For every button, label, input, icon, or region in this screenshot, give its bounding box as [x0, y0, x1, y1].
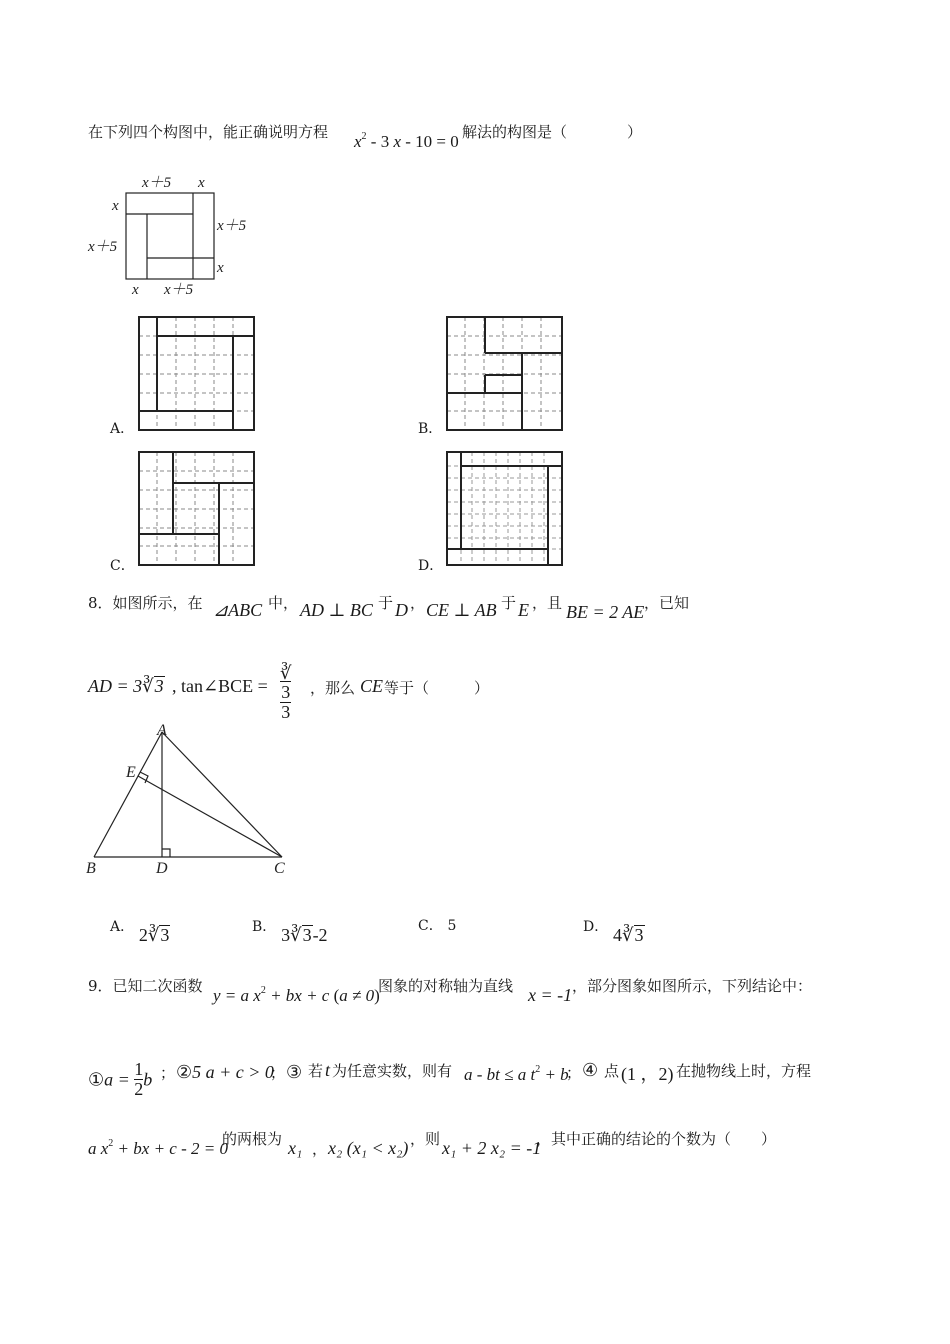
q9-line3: a $x^2$ + bx + c - 2 = 0 的两根为 x₁ ， x₂ (x₁ < x₂) ，则 x₁ + 2 x₂ = -1 ，其中正确的结论的个数为（ ）	[88, 1130, 777, 1158]
q8-yu1: 于	[378, 594, 394, 612]
q8-option-c[interactable]: C． 5	[418, 918, 457, 934]
q8-intro: 8．如图所示，在	[88, 594, 203, 612]
q8-point-e: E	[518, 600, 529, 620]
q7-option-d-label: D．	[418, 558, 444, 574]
q8-triangle-figure	[82, 720, 297, 880]
q9-root2: x₂ (x₁ < x₂)	[328, 1138, 409, 1158]
q9-function: y = a $x^2$ + bx + c (a ≠ 0)	[213, 985, 380, 1005]
q7-option-a-label: A．	[110, 421, 135, 437]
fig8-label-e: E	[126, 764, 136, 781]
q7-option-a-figure[interactable]	[137, 315, 257, 432]
q9-relation: x₁ + 2 x₂ = -1	[442, 1138, 542, 1158]
q8-line1: 8．如图所示，在 ⊿ABC 中， AD ⊥ BC 于 D ， CE ⊥ AB 于 E ，且 BE = 2 AE ，已知	[88, 594, 690, 622]
q8-triangle: ⊿ABC	[213, 600, 263, 620]
q7-option-b-label: B．	[418, 421, 443, 437]
q9-line2: ①a = $\frac{1}{2}$ b ； ②5 a + c > 0 ； ③ 若 t 为任意实数，则有 a - bt ≤ a $t^2 + b$ ； ④ 点 (1 ，2) 在抛物线上时，方程	[88, 1059, 812, 1099]
fig8-label-b: B	[86, 860, 96, 877]
q9-conclusion-1: ①a = $\frac{1}{2}$ b	[88, 1059, 153, 1099]
q9-point: (1 ，2)	[621, 1064, 674, 1084]
fig8-label-a: A	[157, 722, 167, 739]
q8-tan: , tan∠BCE =	[172, 676, 268, 696]
q8-ce-perp-ab: CE ⊥ AB	[426, 600, 497, 620]
fig8-label-d: D	[156, 860, 168, 877]
fig7-left-bottom-label: x＋5	[88, 239, 118, 255]
q8-ce: CE	[360, 676, 384, 696]
q8-zhong: 中，	[268, 594, 299, 612]
q8-yu2: 于	[501, 594, 517, 612]
q9-conclusion-4: ④	[582, 1060, 599, 1080]
fig7-bottom-left-label: x	[132, 282, 139, 298]
q8-option-b[interactable]: B． 3∛3-2	[252, 919, 328, 945]
q7-stem	[88, 121, 328, 142]
q8-ad-perp-bc: AD ⊥ BC	[300, 600, 373, 620]
fig7-right-top-label: x＋5	[217, 218, 247, 234]
q9-root1: x₁	[288, 1138, 303, 1158]
q9-equation: a $x^2$ + bx + c - 2 = 0	[88, 1138, 228, 1158]
q7-option-d-figure[interactable]	[445, 450, 565, 567]
q8-line2: AD = 3∛3 , tan∠BCE = ∛ 3 3 ，那么 CE 等于（ ）	[88, 663, 490, 722]
q8-ad-value: AD = 3∛3	[88, 676, 164, 696]
q7-stem-before: 在下列四个构图中，能正确说明方程	[88, 123, 329, 141]
fig7-top-left-label: x＋5	[142, 175, 172, 191]
q8-point-d: D	[395, 600, 408, 620]
q8-tan-fraction: ∛ 3 3	[280, 663, 292, 722]
q7-option-c-label: C．	[110, 558, 135, 574]
q9-line1: 9．已知二次函数 y = a $x^2$ + bx + c (a ≠ 0) 图象的对称轴为直线 x = -1 ，部分图象如图所示，下列结论中：	[88, 977, 813, 1005]
q9-axis: x = -1	[528, 985, 573, 1005]
q9-inequality: a - bt ≤ a $t^2 + b$	[464, 1064, 569, 1084]
q8-option-d[interactable]: D． 4∛3	[583, 919, 644, 945]
q8-option-a[interactable]: A． 2∛3	[110, 919, 170, 945]
q7-option-b-figure[interactable]	[445, 315, 565, 432]
fig7-bottom-right-label: x＋5	[164, 282, 194, 298]
fig7-right-bottom-label: x	[217, 260, 224, 276]
fig7-top-right-label: x	[198, 175, 205, 191]
q7-reference-figure	[84, 170, 264, 300]
q9-conclusion-3: ③	[286, 1062, 303, 1082]
q9-conclusion-2: ②5 a + c > 0	[176, 1062, 274, 1082]
q7-option-c-figure[interactable]	[137, 450, 257, 567]
fig7-left-top-label: x	[112, 198, 119, 214]
q8-be-eq: BE = 2 AE	[566, 602, 645, 622]
fig8-label-c: C	[274, 860, 285, 877]
q7-stem-after: 解法的构图是（ ）	[462, 123, 643, 141]
q7-equation: $x^2 - 3$ x - 10 = 0	[354, 131, 459, 151]
